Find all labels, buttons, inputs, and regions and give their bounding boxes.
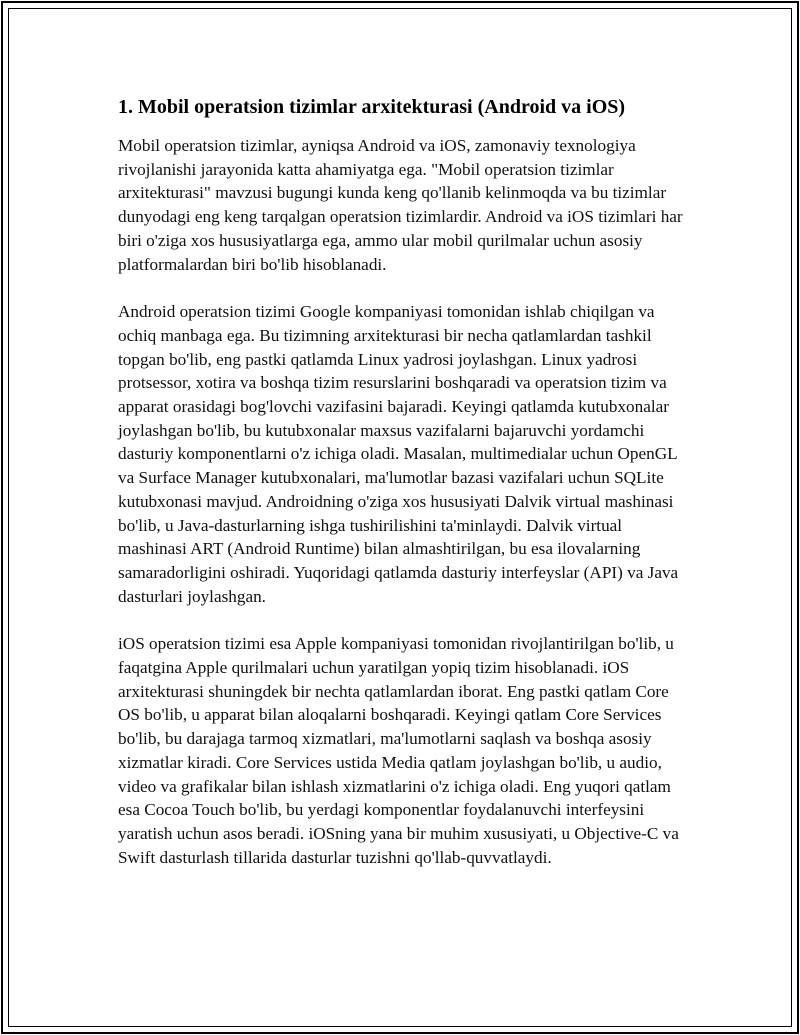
paragraph-android: Android operatsion tizimi Google kompaniyasi tomonidan ishlab chiqilgan va ochiq manbaga ega. Bu tizimning arxitekturasi bir necha qatlamlardan tashkil topgan bo'lib, eng pastki qatlamda Linux yadrosi joylashgan. Linux yadrosi protsessor, xotira va boshqa tizim resurslarini boshqaradi va operatsion tizim va apparat orasidagi bog'lovchi vazifasini bajaradi. Keyingi qatlamda kutubxonalar joylashgan bo'lib, bu kutubxonalar maxsus vazifalarni bajaruvchi yordamchi dasturiy komponentlarni o'z ichiga oladi. Masalan, multimedialar uchun OpenGL va Surface Manager kutubxonalari, ma'lumotlar bazasi vazifalari uchun SQLite kutubxonasi mavjud. Androidning o'ziga xos hususiyati Dalvik virtual mashinasi bo'lib, u Java-dasturlarning ishga tushirilishini ta'minlaydi. Dalvik virtual mashinasi ART (Android Runtime) bilan almashtirilgan, bu esa ilovalarning samaradorligini oshiradi. Yuqoridagi qatlamda dasturiy interfeyslar (API) va Java dasturlari joylashgan.	[118, 302, 679, 606]
paragraph-ios: iOS operatsion tizimi esa Apple kompaniyasi tomonidan rivojlantirilgan bo'lib, u faqatgina Apple qurilmalari uchun yaratilgan yopiq tizim hisoblanadi. iOS arxitekturasi shuningdek bir nechta qatlamlardan iborat. Eng pastki qatlam Core OS bo'lib, u apparat bilan aloqalarni boshqaradi. Keyingi qatlam Core Services bo'lib, bu darajaga tarmoq xizmatlari, ma'lumotlarni saqlash va boshqa asosiy xizmatlar kiradi. Core Services ustida Media qatlam joylashgan bo'lib, u audio, video va grafikalar bilan ishlash xizmatlarini o'z ichiga oladi. Eng yuqori qatlam esa Cocoa Touch bo'lib, bu yerdagi komponentlar foydalanuvchi interfeysini yaratish uchun asos beradi. iOSning yana bir muhim xususiyati, u Objective-C va Swift dasturlash tillarida dasturlar tuzishni qo'llab-quvvatlaydi.	[118, 634, 679, 867]
paragraph-intro: Mobil operatsion tizimlar, ayniqsa Android va iOS, zamonaviy texnologiya rivojlanishi jarayonida katta ahamiyatga ega. "Mobil operatsion tizimlar arxitekturasi" mavzusi bugungi kunda keng qo'llanib kelinmoqda va bu tizimlar dunyodagi eng keng tarqalgan operatsion tizimlardir. Android va iOS tizimlari har biri o'ziga xos hususiyatlarga ega, ammo ular mobil qurilmalar uchun asosiy platformalardan biri bo'lib hisoblanadi.	[118, 136, 683, 274]
document-body	[118, 94, 688, 893]
section-heading: 1. Mobil operatsion tizimlar arxitekturasi (Android va iOS)	[118, 96, 626, 118]
